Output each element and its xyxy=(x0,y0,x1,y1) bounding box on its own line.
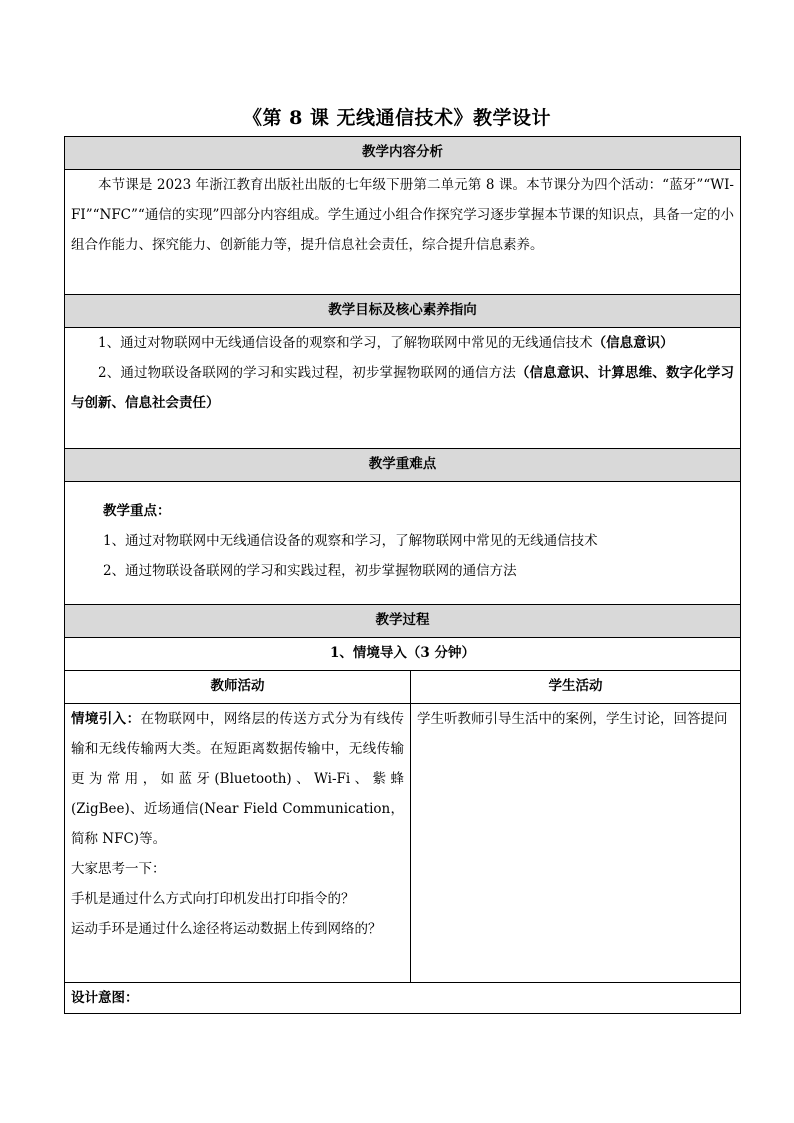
teacher-question-2: 运动手环是通过什么途径将运动数据上传到网络的？ xyxy=(71,921,382,937)
design-intent-label: 设计意图： xyxy=(65,983,741,1014)
teacher-lead xyxy=(71,704,404,854)
document-title: 《第 8 课 无线通信技术》教学设计 xyxy=(242,107,552,129)
key-point-item-2: 2、通过物联设备联网的学习和实践过程，初步掌握物联网的通信方法 xyxy=(103,563,517,579)
student-activity-text: 学生听教师引导生活中的案例，学生讨论，回答提问 xyxy=(417,711,728,727)
key-point-item-1: 1、通过对物联网中无线通信设备的观察和学习，了解物联网中常见的无线通信技术 xyxy=(103,533,598,549)
objective-item-2-tag: （信息意识、计算思维、数字化学习与创新、信息社会责任） xyxy=(71,365,734,411)
objectives-row xyxy=(65,328,741,449)
objectives-header-row xyxy=(65,295,741,328)
content-analysis-header: 教学内容分析 xyxy=(65,137,741,170)
teacher-activity-cell xyxy=(65,704,411,983)
objectives-header: 教学目标及核心素养指向 xyxy=(65,295,741,328)
teacher-lead-label: 情境引入： xyxy=(71,711,141,727)
teacher-think: 大家思考一下： xyxy=(71,861,166,877)
objective-item-1-text: 1、通过对物联网中无线通信设备的观察和学习，了解物联网中常见的无线通信技术 xyxy=(98,335,593,351)
student-activity-header: 学生活动 xyxy=(411,671,741,704)
teacher-lead-text: 在物联网中，网络层的传送方式分为有线传输和无线传输两大类。在短距离数据传输中，无线传输更为常用，如蓝牙(Bluetooth)、Wi-Fi、紫蜂(ZigBee)、近场通信(Near Field Communication，简称 NFC)等。 xyxy=(71,711,405,847)
activity-row xyxy=(65,704,741,983)
step1-row xyxy=(65,638,741,671)
objective-item-1-tag: （信息意识） xyxy=(592,335,674,351)
key-points-header: 教学重难点 xyxy=(65,449,741,482)
teacher-activity-header: 教师活动 xyxy=(65,671,411,704)
lesson-plan-table xyxy=(64,136,741,1014)
design-intent-row xyxy=(65,983,741,1014)
student-activity-cell xyxy=(411,704,741,983)
activity-header-row xyxy=(65,671,741,704)
objective-item-2 xyxy=(71,358,734,418)
content-analysis-row xyxy=(65,170,741,295)
key-points-header-row xyxy=(65,449,741,482)
objective-item-2-text: 2、通过物联设备联网的学习和实践过程，初步掌握物联网的通信方法 xyxy=(98,365,516,381)
key-points-row xyxy=(65,482,741,605)
content-analysis-text: 本节课是 2023 年浙江教育出版社出版的七年级下册第二单元第 8 课。本节课分为四个活动：“蓝牙”“WI-FI”“NFC”“通信的实现”四部分内容组成。学生通过小组合作探究学习逐步掌握本节课的知识点，具备一定的小组合作能力、探究能力、创新能力等，提升信息社会责任，综合提升信息素养。 xyxy=(71,177,734,253)
process-header-row xyxy=(65,605,741,638)
teacher-question-1: 手机是通过什么方式向打印机发出打印指令的？ xyxy=(71,891,355,907)
process-header: 教学过程 xyxy=(65,605,741,638)
content-analysis-header-row xyxy=(65,137,741,170)
key-points-label: 教学重点： xyxy=(103,503,171,519)
step1-title: 1、情境导入（3 分钟） xyxy=(65,638,741,671)
objective-item-1 xyxy=(71,328,734,358)
